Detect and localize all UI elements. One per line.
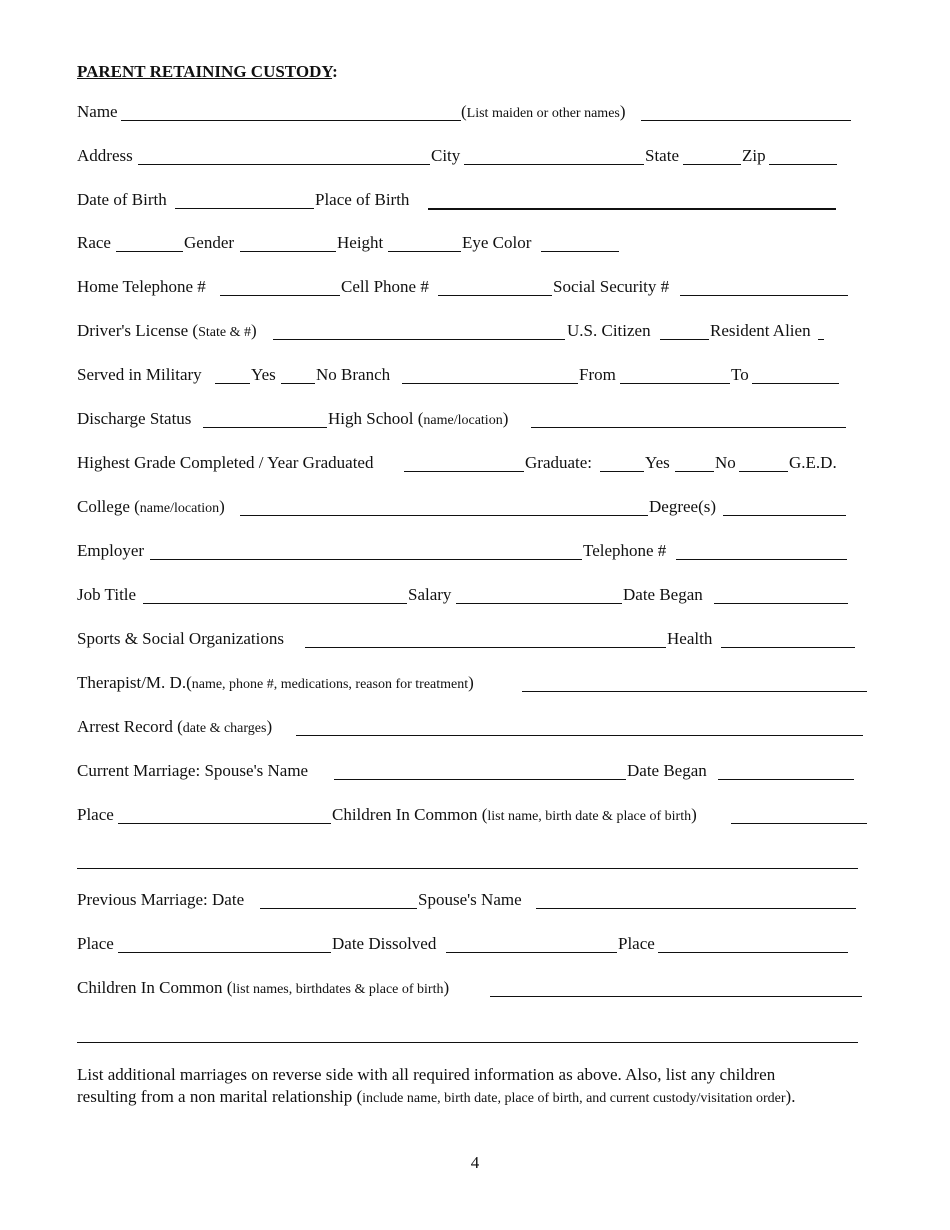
degree-field[interactable] xyxy=(723,515,846,516)
marriage-date-began-field[interactable] xyxy=(718,779,854,780)
grade-field[interactable] xyxy=(404,471,524,472)
zip-field[interactable] xyxy=(769,164,837,165)
pob-label: Place of Birth xyxy=(315,190,410,209)
therapist-label: Therapist/M. D.(name, phone #, medications, reason for treatment) xyxy=(77,673,474,692)
from-field[interactable] xyxy=(620,383,730,384)
maiden-names-field[interactable] xyxy=(641,120,851,121)
discharge-label: Discharge Status xyxy=(77,409,192,428)
to-label: To xyxy=(731,365,749,384)
ssn-label: Social Security # xyxy=(553,277,670,296)
maiden-names-label: (List maiden or other names) xyxy=(461,102,626,121)
ssn-field[interactable] xyxy=(680,295,848,296)
pob-field[interactable] xyxy=(428,208,836,210)
ged-label: G.E.D. xyxy=(789,453,837,472)
drivers-license-label: Driver's License (State & #) xyxy=(77,321,257,340)
row-discharge xyxy=(0,409,950,433)
job-title-label: Job Title xyxy=(77,585,137,604)
degree-label: Degree(s) xyxy=(649,497,717,516)
marriage-place-field[interactable] xyxy=(118,823,331,824)
previous-children-field[interactable] xyxy=(490,996,862,997)
ged-field[interactable] xyxy=(739,471,788,472)
employer-phone-field[interactable] xyxy=(676,559,847,560)
row-current-marriage xyxy=(0,761,950,785)
sports-label: Sports & Social Organizations xyxy=(77,629,284,648)
health-field[interactable] xyxy=(721,647,855,648)
height-label: Height xyxy=(337,233,384,252)
children-common-field-line2[interactable] xyxy=(77,868,858,869)
salary-label: Salary xyxy=(408,585,452,604)
state-label: State xyxy=(645,146,679,165)
employer-field[interactable] xyxy=(150,559,582,560)
college-field[interactable] xyxy=(240,515,648,516)
sports-field[interactable] xyxy=(305,647,666,648)
employer-label: Employer xyxy=(77,541,145,560)
row-physical xyxy=(0,233,950,257)
previous-place-field[interactable] xyxy=(118,952,331,953)
graduate-no-field[interactable] xyxy=(675,471,714,472)
race-label: Race xyxy=(77,233,111,252)
row-previous-children xyxy=(0,978,950,1002)
row-previous-place xyxy=(0,934,950,958)
city-label: City xyxy=(431,146,461,165)
state-field[interactable] xyxy=(683,164,741,165)
military-label: Served in Military xyxy=(77,365,202,384)
arrest-field[interactable] xyxy=(296,735,863,736)
previous-place-label: Place xyxy=(77,934,114,953)
to-field[interactable] xyxy=(752,383,839,384)
drivers-license-field[interactable] xyxy=(273,339,565,340)
zip-label: Zip xyxy=(742,146,766,165)
previous-children-label: Children In Common (list names, birthdates & place of birth) xyxy=(77,978,450,997)
additional-marriages-note xyxy=(77,1064,877,1110)
previous-spouse-label: Spouse's Name xyxy=(418,890,522,909)
cell-phone-field[interactable] xyxy=(438,295,552,296)
military-yes-field[interactable] xyxy=(215,383,250,384)
high-school-field[interactable] xyxy=(531,427,846,428)
current-spouse-label: Current Marriage: Spouse's Name xyxy=(77,761,309,780)
marriage-place-label: Place xyxy=(77,805,114,824)
row-address xyxy=(0,146,950,170)
graduate-yes-field[interactable] xyxy=(600,471,644,472)
page-number: 4 xyxy=(470,1153,480,1172)
discharge-field[interactable] xyxy=(203,427,327,428)
row-job xyxy=(0,585,950,609)
home-phone-label: Home Telephone # xyxy=(77,277,206,296)
military-no-field[interactable] xyxy=(281,383,315,384)
row-phones xyxy=(0,277,950,301)
row-grade xyxy=(0,453,950,477)
row-therapist xyxy=(0,673,950,697)
row-license xyxy=(0,321,950,345)
date-dissolved-field[interactable] xyxy=(446,952,617,953)
job-title-field[interactable] xyxy=(143,603,407,604)
previous-marriage-date-field[interactable] xyxy=(260,908,417,909)
branch-field[interactable] xyxy=(402,383,578,384)
high-school-label: High School (name/location) xyxy=(328,409,509,428)
row-college xyxy=(0,497,950,521)
marriage-date-began-label: Date Began xyxy=(627,761,707,780)
race-field[interactable] xyxy=(116,251,183,252)
graduate-yes-label: Yes xyxy=(645,453,670,472)
salary-field[interactable] xyxy=(456,603,622,604)
row-arrest xyxy=(0,717,950,741)
row-employer xyxy=(0,541,950,565)
graduate-no-label: No xyxy=(715,453,736,472)
address-field[interactable] xyxy=(138,164,430,165)
row-previous-marriage xyxy=(0,890,950,914)
gender-field[interactable] xyxy=(240,251,336,252)
name-field[interactable] xyxy=(121,120,461,121)
note-line-2: resulting from a non marital relationship (include name, birth date, place of birth, and current custody/visitation order). xyxy=(77,1087,796,1106)
home-phone-field[interactable] xyxy=(220,295,340,296)
health-label: Health xyxy=(667,629,713,648)
job-date-began-label: Date Began xyxy=(623,585,703,604)
name-label: Name xyxy=(77,102,118,121)
current-spouse-field[interactable] xyxy=(334,779,626,780)
gender-label: Gender xyxy=(184,233,235,252)
job-date-began-field[interactable] xyxy=(714,603,848,604)
citizen-field[interactable] xyxy=(660,339,709,340)
city-field[interactable] xyxy=(464,164,644,165)
cell-phone-label: Cell Phone # xyxy=(341,277,429,296)
row-name xyxy=(0,102,950,126)
row-current-children xyxy=(0,805,950,829)
height-field[interactable] xyxy=(388,251,461,252)
resident-alien-label: Resident Alien xyxy=(710,321,811,340)
dob-field[interactable] xyxy=(175,208,314,209)
resident-alien-field[interactable] xyxy=(818,339,824,340)
college-label: College (name/location) xyxy=(77,497,225,516)
eye-color-label: Eye Color xyxy=(462,233,532,252)
section-title: PARENT RETAINING CUSTODY: xyxy=(77,62,338,81)
arrest-label: Arrest Record (date & charges) xyxy=(77,717,273,736)
dissolved-place-label: Place xyxy=(618,934,655,953)
previous-children-field-line2[interactable] xyxy=(77,1042,858,1043)
date-dissolved-label: Date Dissolved xyxy=(332,934,437,953)
therapist-field[interactable] xyxy=(522,691,867,692)
row-organizations xyxy=(0,629,950,653)
note-line-1: List additional marriages on reverse side with all required information as above. Also, list any children xyxy=(77,1065,776,1084)
previous-marriage-label: Previous Marriage: Date xyxy=(77,890,245,909)
citizen-label: U.S. Citizen xyxy=(567,321,651,340)
row-military xyxy=(0,365,950,389)
dob-label: Date of Birth xyxy=(77,190,167,209)
dissolved-place-field[interactable] xyxy=(658,952,848,953)
eye-color-field[interactable] xyxy=(541,251,619,252)
military-yes-label: Yes xyxy=(251,365,276,384)
previous-spouse-field[interactable] xyxy=(536,908,856,909)
address-label: Address xyxy=(77,146,133,165)
employer-phone-label: Telephone # xyxy=(583,541,667,560)
children-common-label: Children In Common (list name, birth date & place of birth) xyxy=(332,805,697,824)
row-birth xyxy=(0,190,950,214)
from-label: From xyxy=(579,365,616,384)
graduate-label: Graduate: xyxy=(525,453,593,472)
grade-label: Highest Grade Completed / Year Graduated xyxy=(77,453,374,472)
children-common-field[interactable] xyxy=(731,823,867,824)
branch-label: No Branch xyxy=(316,365,391,384)
